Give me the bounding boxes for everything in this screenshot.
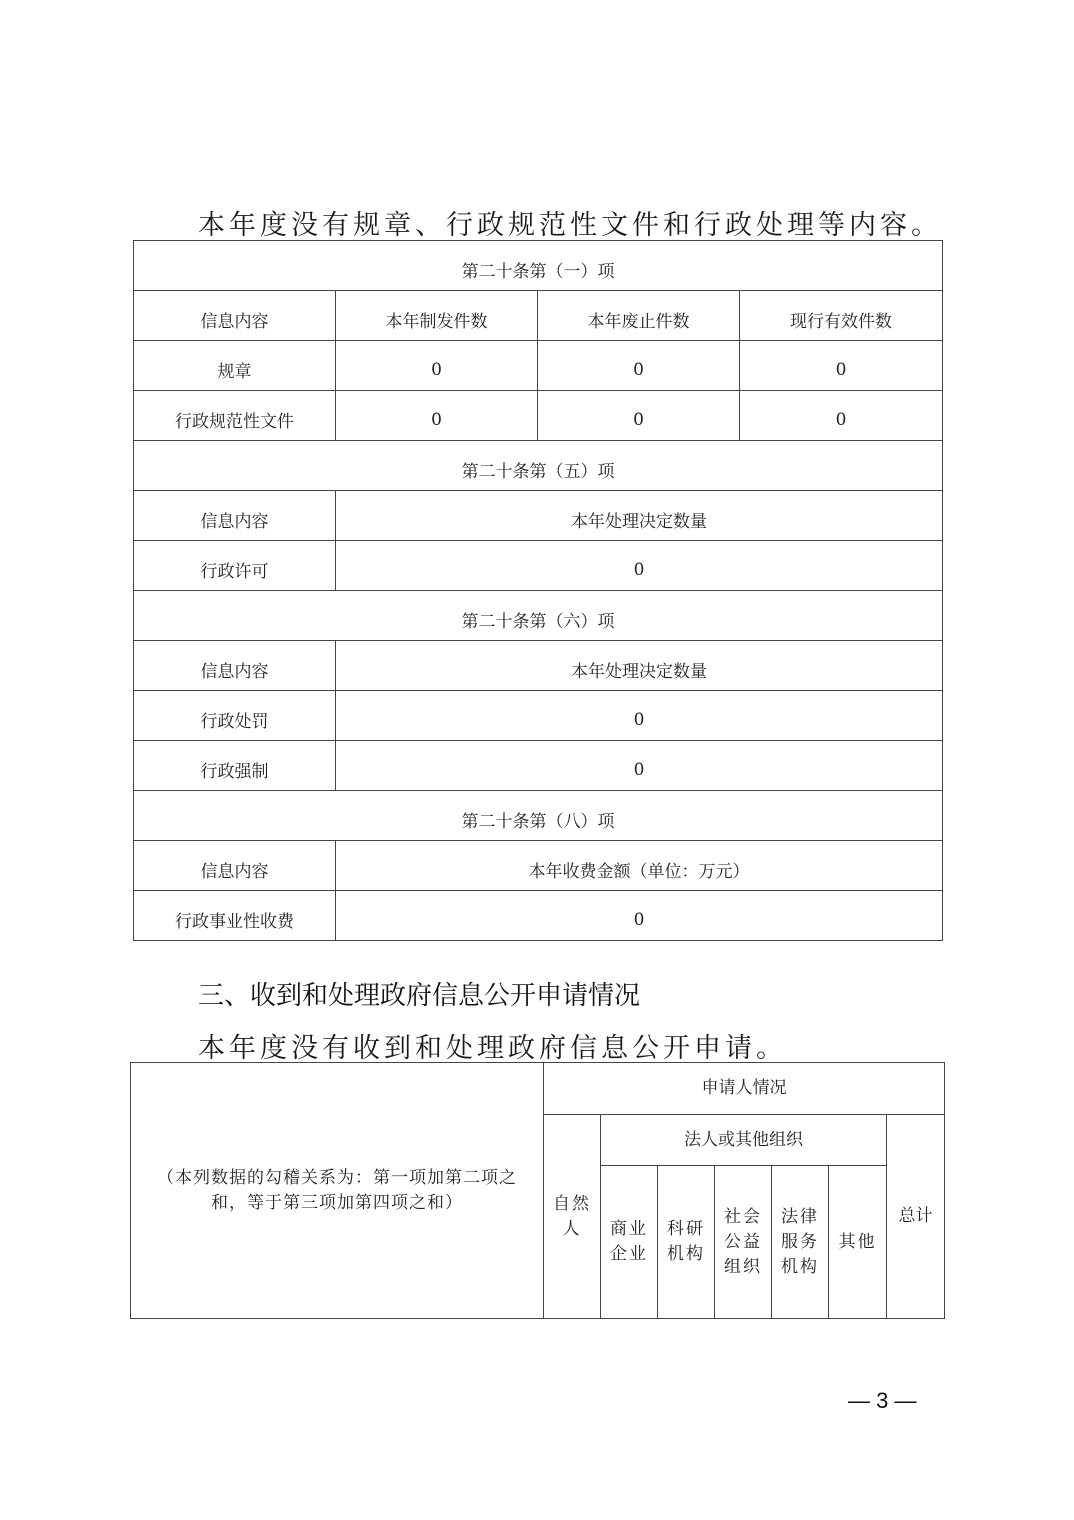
- column-header: 信息内容: [134, 641, 336, 691]
- section-title-row: [134, 241, 943, 291]
- row-label: 行政处罚: [134, 691, 336, 741]
- applicant-header: 申请人情况: [544, 1063, 945, 1115]
- section-title-row: [134, 441, 943, 491]
- header-line: 人: [562, 1218, 582, 1239]
- table-row: [134, 391, 943, 441]
- header-row: [134, 491, 943, 541]
- cell-value: 0: [538, 341, 740, 391]
- header-line: 企业: [610, 1244, 648, 1264]
- table-row: [134, 741, 943, 791]
- row-label: 规章: [134, 341, 336, 391]
- row-label: 行政许可: [134, 541, 336, 591]
- header-line: 组织: [724, 1256, 762, 1277]
- section-title: 第二十条第（六）项: [134, 591, 943, 641]
- column-header: 信息内容: [134, 841, 336, 891]
- header-line: 科研: [667, 1219, 705, 1239]
- header-line: 机构: [667, 1244, 705, 1264]
- section-title: 第二十条第（八）项: [134, 791, 943, 841]
- note-line: （本列数据的勾稽关系为：第一项加第二项之: [157, 1167, 517, 1188]
- subcolumn-header: [601, 1166, 658, 1319]
- header-line: 其他: [838, 1231, 877, 1252]
- note-line: 和，等于第三项加第四项之和）: [211, 1192, 463, 1213]
- column-header: 本年制发件数: [336, 291, 538, 341]
- header-line: 商业: [610, 1219, 648, 1239]
- row-label: 行政规范性文件: [134, 391, 336, 441]
- note-cell: [131, 1063, 544, 1319]
- page-number: — 3 —: [848, 1388, 917, 1413]
- section-title: 第二十条第（五）项: [134, 441, 943, 491]
- column-header: 信息内容: [134, 291, 336, 341]
- cell-value: 0: [336, 741, 943, 791]
- header-line: 服务: [781, 1231, 819, 1252]
- header-line: 公益: [724, 1231, 762, 1252]
- subcolumn-header: [829, 1166, 887, 1319]
- table-row: [134, 341, 943, 391]
- column-header: 本年处理决定数量: [336, 491, 943, 541]
- subcolumn-header: [658, 1166, 715, 1319]
- table-row: [134, 891, 943, 941]
- row-label: 行政事业性收费: [134, 891, 336, 941]
- row-label: 行政强制: [134, 741, 336, 791]
- section-text: 本年度没有收到和处理政府信息公开申请。: [198, 1033, 787, 1064]
- column-header: 本年废止件数: [538, 291, 740, 341]
- column-header: 现行有效件数: [740, 291, 943, 341]
- total-header: 总计: [887, 1115, 945, 1319]
- header-line: 机构: [781, 1256, 819, 1277]
- subcolumn-header: [715, 1166, 772, 1319]
- header-row: [134, 291, 943, 341]
- column-header: 信息内容: [134, 491, 336, 541]
- cell-value: 0: [336, 891, 943, 941]
- cell-value: 0: [336, 391, 538, 441]
- column-header: 本年处理决定数量: [336, 641, 943, 691]
- intro-text: 本年度没有规章、行政规范性文件和行政处理等内容。: [198, 210, 942, 241]
- natural-person-header: [544, 1115, 601, 1319]
- section-title: 第二十条第（一）项: [134, 241, 943, 291]
- legal-entity-header: 法人或其他组织: [601, 1115, 887, 1166]
- header-line: 社会: [724, 1206, 762, 1227]
- application-table: [130, 1062, 945, 1319]
- column-header: 本年收费金额（单位：万元）: [336, 841, 943, 891]
- cell-value: 0: [740, 391, 943, 441]
- cell-value: 0: [740, 341, 943, 391]
- disclosure-table: [133, 240, 943, 941]
- section-title-row: [134, 591, 943, 641]
- header-line: 自然: [553, 1193, 591, 1214]
- cell-value: 0: [336, 341, 538, 391]
- section-heading: 三、收到和处理政府信息公开申请情况: [198, 981, 641, 1011]
- cell-value: 0: [538, 391, 740, 441]
- cell-value: 0: [336, 691, 943, 741]
- section-title-row: [134, 791, 943, 841]
- header-row: [134, 841, 943, 891]
- cell-value: 0: [336, 541, 943, 591]
- header-line: 法律: [781, 1206, 819, 1227]
- table-row: [134, 541, 943, 591]
- subcolumn-header: [772, 1166, 829, 1319]
- header-row: [131, 1063, 945, 1115]
- table-row: [134, 691, 943, 741]
- header-row: [134, 641, 943, 691]
